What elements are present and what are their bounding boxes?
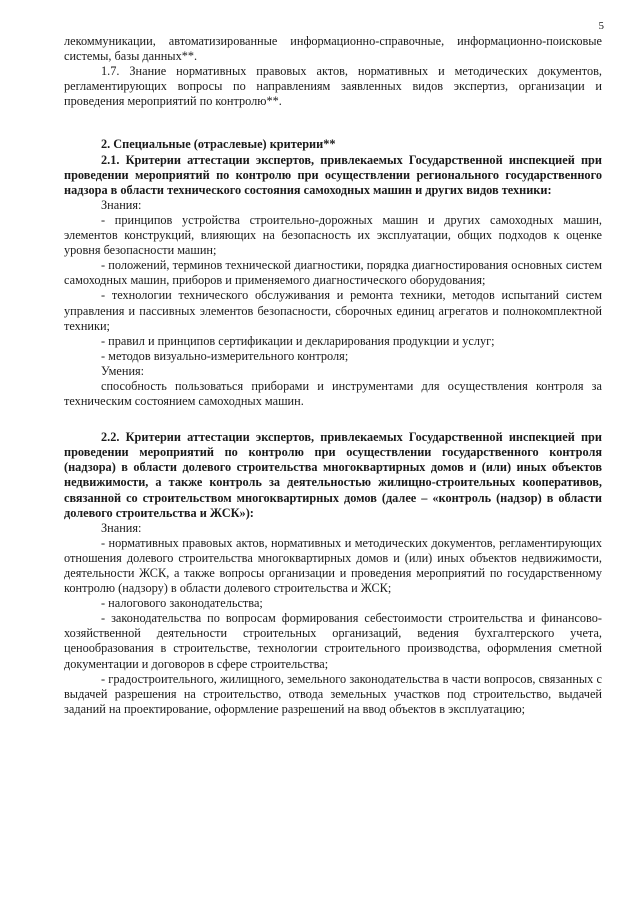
paragraph-1-7: 1.7. Знание нормативных правовых актов, нормативных и методических документов, регламентирующих вопросы по направлениям заявленных видов экспертиз, организации и проведения мероприятий по контролю**.	[64, 64, 602, 109]
skills-text: способность пользоваться приборами и инструментами для осуществления контроля за техническим состоянием самоходных машин.	[64, 378, 602, 409]
skills-label: Умения:	[101, 363, 145, 378]
list-item: - методов визуально-измерительного контроля;	[101, 348, 349, 363]
subsection-heading-2-2: 2.2. Критерии аттестации экспертов, привлекаемых Государственной инспекцией при проведении мероприятий по контролю при осуществлении государственного контроля (надзора) в области долевого строительства многоквартирных домов и (или) иных объектов недвижимости, а также контроль за деятельностью жилищно-строительных кооперативов, связанной со строительством многоквартирных домов (далее – «контроль (надзор) в области долевого строительства и ЖСК»):	[64, 430, 602, 520]
paragraph-continuation: лекоммуникации, автоматизированные информационно-справочные, информационно-поисковые системы, базы данных**.	[64, 34, 602, 64]
page-number: 5	[598, 20, 604, 32]
subsection-heading-2-1: 2.1. Критерии аттестации экспертов, привлекаемых Государственной инспекцией при проведении мероприятий по контролю при осуществлении регионального государственного надзора в области технического состояния самоходных машин и других видов техники:	[64, 152, 602, 197]
list-item: - принципов устройства строительно-дорожных машин и других самоходных машин, элементов конструкций, влияющих на безопасность их эксплуатации, общих подходов к оценке уровня безопасности машин;	[64, 212, 602, 258]
knowledge-label: Знания:	[101, 197, 142, 212]
document-body	[64, 34, 602, 717]
list-item: - нормативных правовых актов, нормативных и методических документов, регламентирующих отношения долевого строительства многоквартирных домов и (или) иных объектов недвижимости, деятельности ЖСК, а также вопросы организации и проведения мероприятий по государственному контролю (надзору) в области долевого строительства и ЖСК;	[64, 535, 602, 596]
list-item: - градостроительного, жилищного, земельного законодательства в части вопросов, связанных с выдачей разрешения на строительство, отвода земельных участков под строительство, выдачей заданий на проектирование, оформление разрешений на ввод объектов в эксплуатацию;	[64, 671, 602, 716]
list-item: - технологии технического обслуживания и ремонта техники, методов испытаний систем управления и пассивных элементов безопасности, сборочных единиц агрегатов и полнокомплектной техники;	[64, 288, 602, 333]
knowledge-label: Знания:	[101, 520, 142, 535]
list-item: - положений, терминов технической диагностики, порядка диагностирования основных систем самоходных машин, приборов и применяемого диагностического оборудования;	[64, 258, 602, 288]
list-item: - правил и принципов сертификации и декларирования продукции и услуг;	[101, 333, 495, 348]
list-item: - законодательства по вопросам формирования себестоимости строительства и финансово-хозяйственной деятельности строительных организаций, ведения бухгалтерского учета, ценообразования в строительстве, технологии строительного производства, оформления сметной документации и договоров в сфере строительства;	[64, 611, 602, 671]
section-heading-2: 2. Специальные (отраслевые) критерии**	[101, 137, 336, 152]
list-item: - налогового законодательства;	[101, 596, 263, 611]
